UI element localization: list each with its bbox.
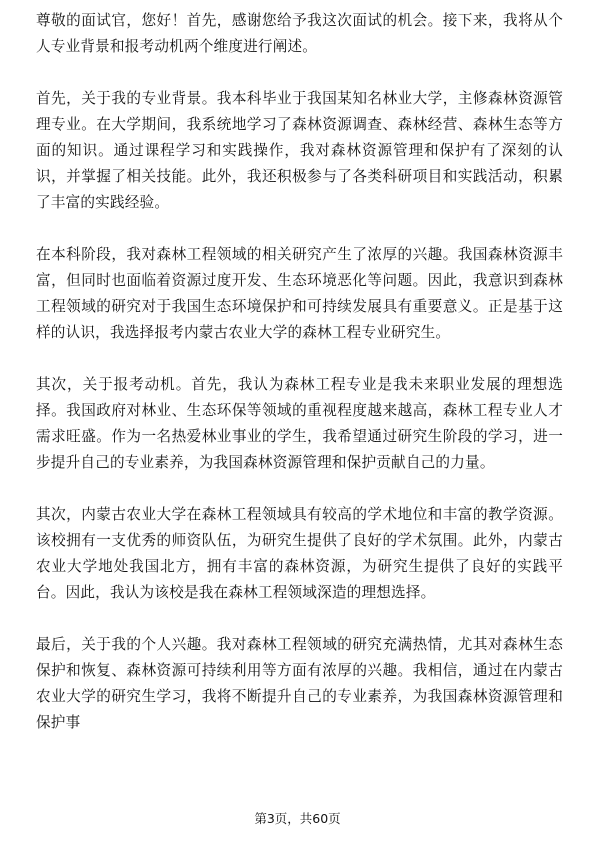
document-body	[36, 8, 563, 736]
paragraph-personal-interest: 最后，关于我的个人兴趣。我对森林工程领域的研究充满热情，尤其对森林生态保护和恢复、森林资源可持续利用等方面有浓厚的兴趣。我相信，通过在内蒙古农业大学的研究生学习，我将不断提升自己的专业素养，为我国森林资源管理和保护事	[36, 636, 563, 731]
paragraph-professional-background: 首先，关于我的专业背景。我本科毕业于我国某知名林业大学，主修森林资源管理专业。在大学期间，我系统地学习了森林资源调查、森林经营、森林生态等方面的知识。通过课程学习和实践操作，我对森林资源管理和保护有了深刻的认识，并掌握了相关技能。此外，我还积极参与了各类科研项目和实践活动，积累了丰富的实践经验。	[36, 90, 563, 211]
paragraph-motivation-career: 其次，关于报考动机。首先，我认为森林工程专业是我未来职业发展的理想选择。我国政府对林业、生态环保等领域的重视程度越来越高，森林工程专业人才需求旺盛。作为一名热爱林业事业的学生，我希望通过研究生阶段的学习，进一步提升自己的专业素养，为我国森林资源管理和保护贡献自己的力量。	[36, 376, 563, 471]
page-number-footer: 第3页，共60页	[254, 811, 341, 826]
paragraph-undergraduate-interest: 在本科阶段，我对森林工程领域的相关研究产生了浓厚的兴趣。我国森林资源丰富，但同时也面临着资源过度开发、生态环境恶化等问题。因此，我意识到森林工程领域的研究对于我国生态环境保护和可持续发展具有重要意义。正是基于这样的认识，我选择报考内蒙古农业大学的森林工程专业研究生。	[36, 246, 563, 341]
paragraph-greeting: 尊敬的面试官，您好！首先，感谢您给予我这次面试的机会。接下来，我将从个人专业背景和报考动机两个维度进行阐述。	[36, 12, 563, 55]
paragraph-motivation-university: 其次，内蒙古农业大学在森林工程领域具有较高的学术地位和丰富的教学资源。该校拥有一支优秀的师资队伍，为研究生提供了良好的学术氛围。此外，内蒙古农业大学地处我国北方，拥有丰富的森林资源，为研究生提供了良好的实践平台。因此，我认为该校是我在森林工程领域深造的理想选择。	[36, 506, 563, 601]
